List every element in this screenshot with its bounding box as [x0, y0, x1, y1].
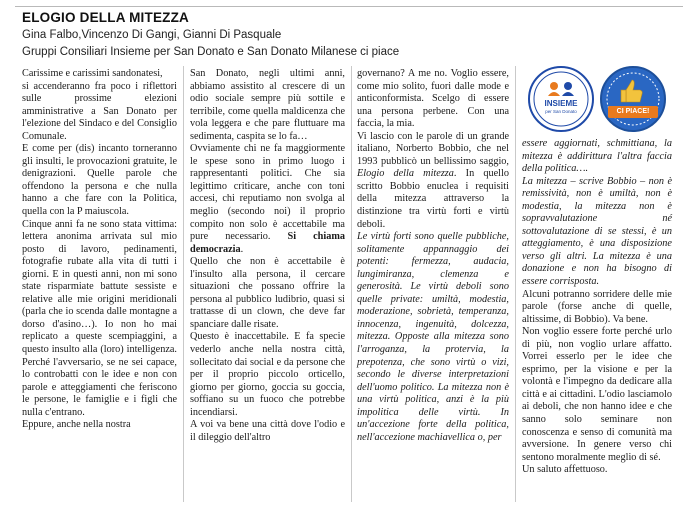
article-column-3	[357, 68, 509, 444]
paragraph-text: Ovviamente chi ne fa maggiormente le spese sono in primo luogo i rappresentanti politici. Che sia legittimo criticare, anche con toni accesi, chi reputiamo non svolga al meglio (secondo noi) il proprio compito non solo è accettabile ma pure necessario.	[190, 143, 345, 243]
cipiace-logo-label: CI PIACE!	[608, 106, 658, 118]
paragraph: A voi va bene una città dove l'odio e il dileggio dell'altro	[190, 419, 345, 443]
quote-paragraph: Le virtù forti sono quelle pubbliche, solitamente appannaggio dei potenti: fermezza, audacia, lungimiranza, clemenza e generosità. Le virtù deboli sono quelle private: umiltà, modestia, moderazione, sobrietà, temperanza, innocenza, ingenuità, dolcezza, mitezza. Opposte alla mitezza sono l'arroganza, la protervia, la prepotenza, che sono virtù o vizi, secondo le diverse interpretazioni dell'uomo politico. La mitezza non è una virtù politica, anzi è la più impolitica delle virtù. In un'accezione forte della politica, nell'accezione machiavellica o, per	[357, 231, 509, 443]
greeting: Carissime e carissimi sandonatesi,	[22, 68, 163, 79]
book-title: Elogio della mitezza	[357, 168, 454, 180]
paragraph: Quello che non è accettabile è l'insulto alla persona, il cercare situazioni che possano offrire la persona al pubblico ludibrio, quasi si trattasse di un clown, che deve far spanciare dalle risate.	[190, 256, 345, 330]
insieme-logo	[528, 66, 594, 132]
paragraph: Non voglio essere forte perché urlo di più, non voglio urlare affatto. Vorrei esserlo per le idee che esprimo, per la visione e per la volontà e l'impegno da dedicare alla città e ai cittadini. L'odio lasciamolo ai deboli, che non hanno idee e che sanno solo seminare non conoscenza e senso di comunità ma avversione. In genere verso chi sentono moralmente meglio di sé.	[522, 326, 672, 463]
quote-paragraph: La mitezza – scrive Bobbio – non è remissività, non è umiltà, non è modestia, la mitezza non è sopravvalutazione né sottovalutazione di se stessi, è un atteggiamento, è una disposizione verso gli altri. La mitezza è una donazione e non ha bisogno di essere corrisposta.	[522, 175, 672, 288]
paragraph: governano? A me no. Voglio essere, come mio solito, fuori dalle mode e anticonformista. Scelgo di essere una persona perbene. Con una faccia, la mia.	[357, 68, 509, 130]
paragraph-text: . In quello scritto Bobbio enuclea i requisiti della mitezza attraverso la distinzione tra virtù forti e virtù deboli.	[357, 168, 509, 230]
article-column-4	[522, 138, 672, 477]
paragraph	[357, 131, 509, 231]
thumbs-up-icon	[602, 68, 664, 130]
closing: Un saluto affettuoso.	[522, 464, 608, 476]
quote-paragraph: essere aggiornati, schmittiana, la mitezza è addirittura l'altra faccia della politica….	[522, 138, 672, 175]
insieme-logo-label: INSIEME	[544, 99, 578, 108]
paragraph: Ovviamente chi ne fa maggiormente le spese sono in primo luogo i rappresentanti politici. Che sia legittimo criticare, anche con toni accesi, chi reputiamo non svolga al meglio (secondo noi) il proprio compito non solo è accettabile ma pure necessario. Si chiama democrazia.	[190, 143, 345, 255]
paragraph: San Donato, negli ultimi anni, abbiamo assistito al crescere di un odio sociale sempre più sottile e terribile, come quella maldicenza che vola leggera e che pare fluttuare ma sedimenta, caspita se lo fa…	[190, 68, 345, 142]
column-divider	[183, 66, 184, 502]
paragraph: Eppure, anche nella nostra	[22, 419, 131, 431]
logos-area	[522, 66, 672, 136]
insieme-logo-sub: per San Donato	[545, 109, 577, 114]
article-column-2	[190, 68, 345, 444]
paragraph-text: Vi lascio con le parole di un grande italiano, Norberto Bobbio, che nel 1993 pubblicò un bellissimo saggio,	[357, 130, 509, 167]
article-column-1	[22, 68, 177, 432]
bold-phrase: Si chiama democrazia	[190, 231, 345, 255]
paragraph: Questo è inaccettabile. E fa specie vederlo anche nella nostra città, sollecitato dai social e da persone che per il proprio piccolo orticello, giorno per giorno, goccia su goccia, soffiano su un fuoco che potrebbe incendiarsi.	[190, 331, 345, 418]
paragraph: Alcuni potranno sorridere delle mie parole (forse anche di quelle, altissime, di Bobbio). Va bene.	[522, 288, 672, 325]
paragraph: si accenderanno fra poco i riflettori sulle prossime elezioni amministrative a San Donato per l'elezione del Sindaco e del Consiglio Comunale.	[22, 80, 177, 142]
article-authors: Gina Falbo,Vincenzo Di Gangi, Gianni Di Pasquale	[22, 29, 282, 41]
article-title: ELOGIO DELLA MITEZZA	[22, 10, 189, 25]
paragraph: Cinque anni fa ne sono stata vittima: lettera anonima arrivata sul mio posto di lavoro, pedinamenti, fotografie rubate alla vita di tutti i giorni. E in questi anni, non mi sono state risparmiate battute sessiste e relative alle mie origini meridionali (parla che io scenda dalle montagne a dorso d'asino…). Io non ho mai replicato a queste scempiaggini, a questo insulto alla (loro) intelligenza. Perché l'avversario, se ne sei capace, lo controbatti con le idee e non con parole e atteggiamenti che feriscono le persone, le famiglie e i figli che nulla c'entrano.	[22, 218, 177, 418]
column-divider	[351, 66, 352, 502]
column-divider	[515, 66, 516, 502]
article-groups: Gruppi Consiliari Insieme per San Donato e San Donato Milanese ci piace	[22, 46, 400, 58]
paragraph: E come per (dis) incanto torneranno gli insulti, le provocazioni gratuite, le denigrazioni. Quelle parole che offendono la persona e che nulla hanno a che fare con la Politica, quella con la P maiuscola.	[22, 143, 177, 218]
cipiace-logo	[600, 66, 666, 132]
